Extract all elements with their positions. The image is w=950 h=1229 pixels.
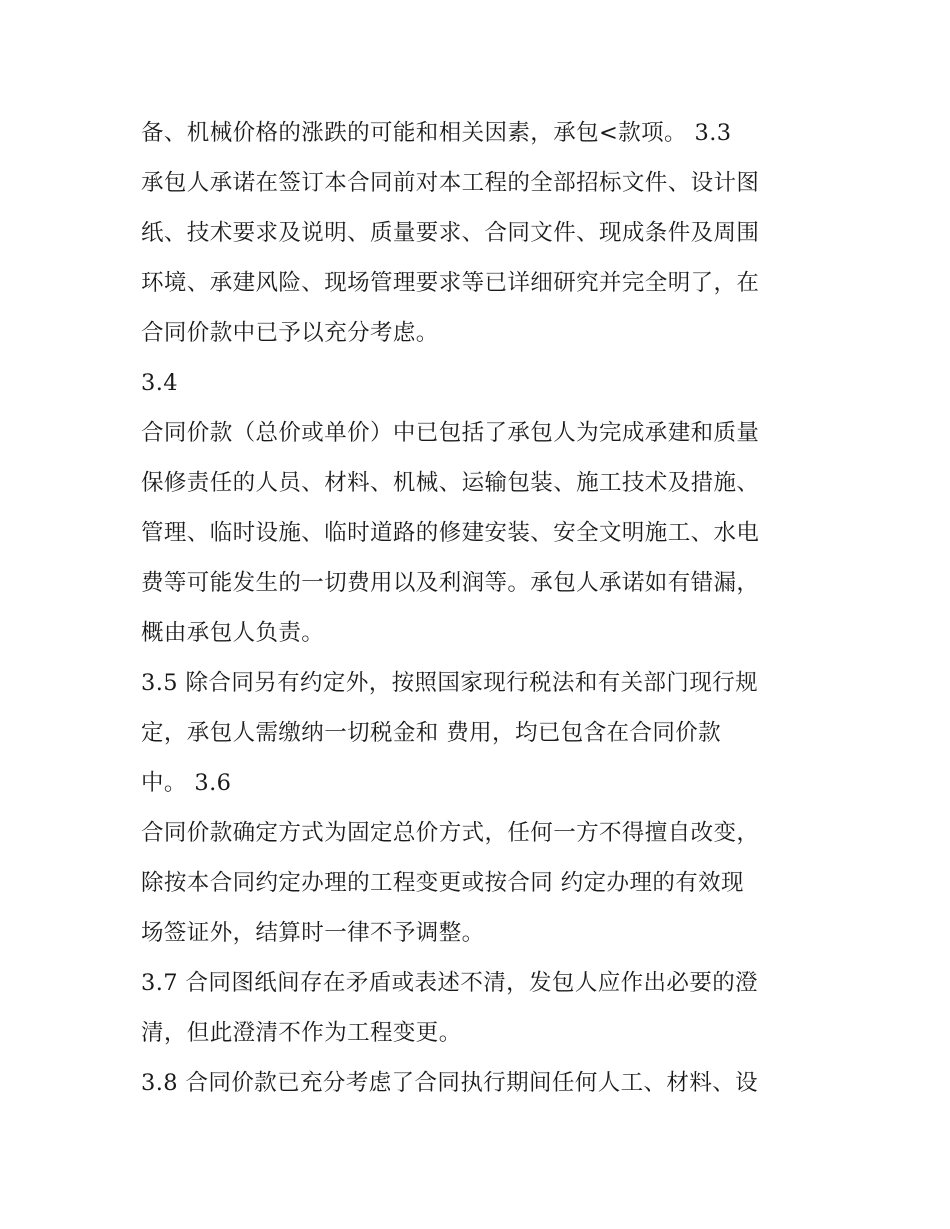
text-line: 保修责任的人员、材料、机械、运输包装、施工技术及措施、	[141, 470, 760, 496]
text-line: 合同价款确定方式为固定总价方式，任何一方不得擅自改变，	[141, 820, 760, 846]
text-line: 中。 3.6	[141, 770, 232, 796]
text-line: 费等可能发生的一切费用以及利润等。承包人承诺如有错漏，	[141, 570, 760, 596]
text-line: 3.7 合同图纸间存在矛盾或表述不清，发包人应作出必要的澄	[141, 970, 759, 996]
text-line: 合同价款（总价或单价）中已包括了承包人为完成承建和质量	[141, 420, 760, 446]
text-line: 除按本合同约定办理的工程变更或按合同 约定办理的有效现	[141, 870, 744, 896]
text-line: 3.5 除合同另有约定外，按照国家现行税法和有关部门现行规	[141, 670, 759, 696]
text-line: 备、机械价格的涨跌的可能和相关因素，承包<款项。 3.3	[141, 120, 732, 146]
text-line: 合同价款中已予以充分考虑。	[141, 320, 439, 346]
contract-text	[141, 108, 841, 1108]
text-line: 管理、临时设施、临时道路的修建安装、安全文明施工、水电	[141, 520, 760, 546]
text-line: 3.8 合同价款已充分考虑了合同执行期间任何人工、材料、设	[141, 1070, 759, 1096]
text-line: 承包人承诺在签订本合同前对本工程的全部招标文件、设计图	[141, 170, 760, 196]
section-number-3-4: 3.4	[141, 370, 178, 396]
text-line: 概由承包人负责。	[141, 620, 325, 646]
text-line: 定，承包人需缴纳一切税金和 费用，均已包含在合同价款	[141, 720, 722, 746]
text-line: 纸、技术要求及说明、质量要求、合同文件、现成条件及周围	[141, 220, 760, 246]
text-line: 场签证外，结算时一律不予调整。	[141, 920, 485, 946]
text-line: 清，但此澄清不作为工程变更。	[141, 1020, 462, 1046]
text-line: 环境、承建风险、现场管理要求等已详细研究并完全明了，在	[141, 270, 760, 296]
